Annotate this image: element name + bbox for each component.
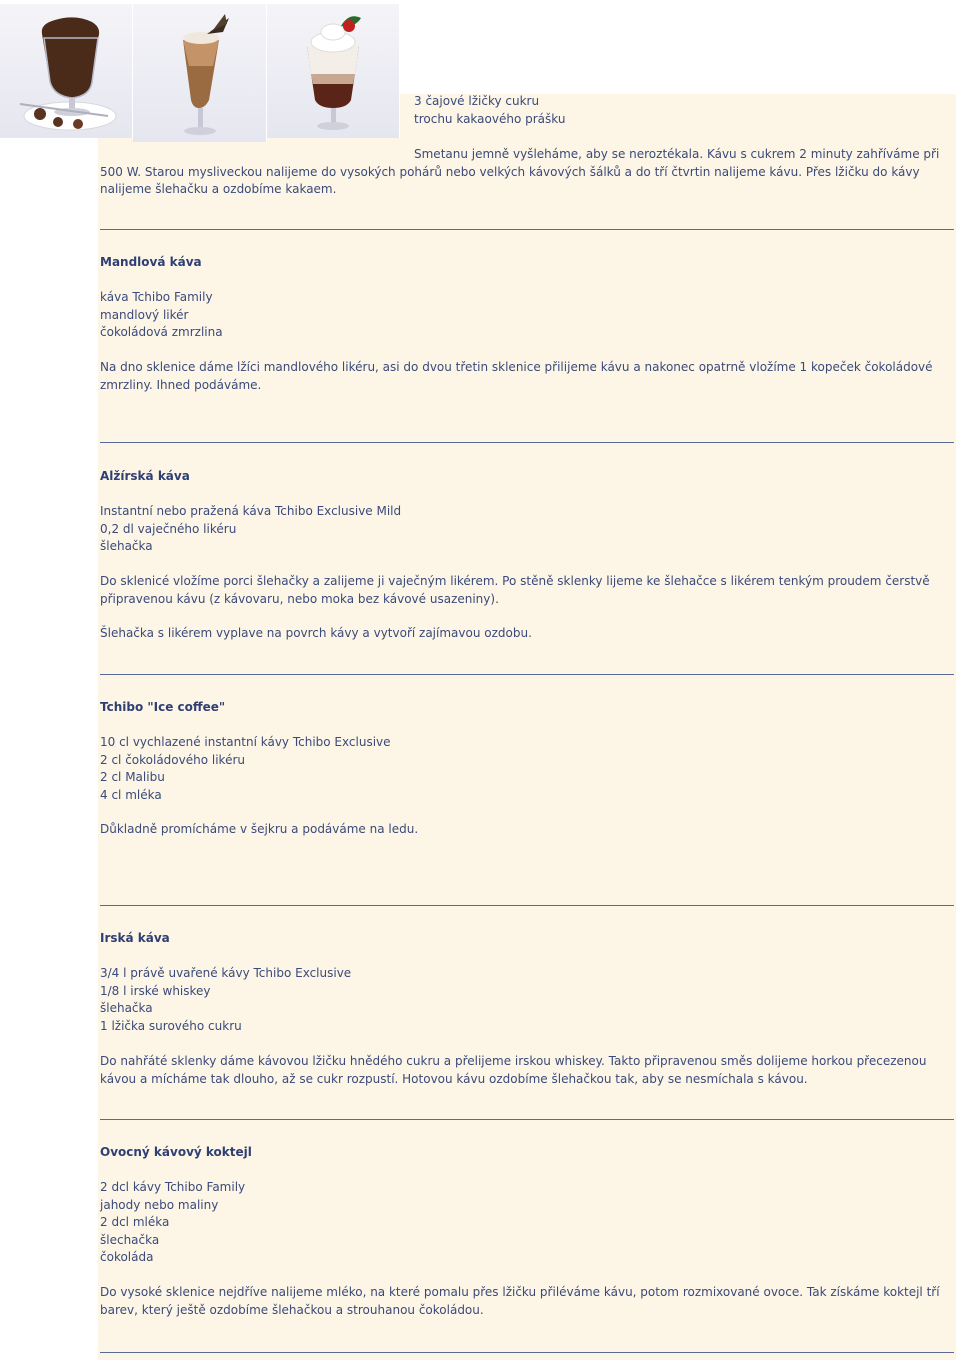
recipe-title: Ovocný kávový koktejl — [100, 1145, 252, 1159]
ingredient-item: čokoláda — [100, 1250, 154, 1264]
ingredient-item: 4 cl mléka — [100, 787, 162, 802]
recipe-instructions: Šlehačka s likérem vyplave na povrch kávy a vytvoří zajímavou ozdobu. — [100, 626, 532, 640]
ingredient-item: 3/4 l právě uvařené kávy Tchibo Exclusive — [100, 966, 352, 980]
ingredient-item: 2 dcl kávy Tchibo Family — [100, 1180, 246, 1194]
content-panel — [98, 94, 956, 1360]
section-divider — [100, 442, 954, 443]
recipe-instructions: Důkladně promícháme v šejkru a podáváme na ledu. — [100, 822, 419, 836]
recipe-title: Irská káva — [100, 931, 170, 945]
ingredient-item: 1 lžička surového cukru — [100, 1018, 242, 1033]
recipe-title: Alžírská káva — [100, 469, 190, 483]
recipe-instructions: Do sklenicé vložíme porci šlehačky a zalijeme ji vaječným likérem. Po stěně sklenky lijeme ke šlehačce s likérem tenkým proudem čerstvě připravenou kávu (z kávovaru, nebo moka bez kávové usazeniny). — [100, 574, 930, 606]
section-divider — [100, 905, 954, 906]
ingredient-item: mandlový likér — [100, 307, 189, 322]
ingredient-item: 2 cl Malibu — [100, 770, 165, 784]
recipe-instructions: Do nahřáté sklenky dáme kávovou lžičku hnědého cukru a přelijeme irskou whiskey. Takto připravenou směs dolijeme horkou přecezenou kávou a mícháme tak dlouho, až se cukr rozpustí. Hotovou kávu ozdobíme šlehačkou tak, aby se nesmíchala s kávou. — [100, 1054, 927, 1086]
recipe-title: Mandlová káva — [100, 255, 202, 269]
ingredient-item: 2 dcl mléka — [100, 1215, 170, 1229]
header-instructions: Smetanu jemně vyšleháme, aby se neroztékala. Kávu s cukrem 2 minuty zahříváme při 500 W. Starou mysliveckou nalijeme do vysokých pohárů nebo velkých kávových šálků a do tří čtvrtin nalijeme kávu. Přes lžičku do kávy nalijeme šlehačku a ozdobíme kakaem. — [100, 147, 940, 196]
ingredient-item: 1/8 l irské whiskey — [100, 983, 211, 998]
ingredient-item: šlehačka — [100, 539, 153, 553]
recipe-instructions: Na dno sklenice dáme lžíci mandlového likéru, asi do dvou třetin sklenice přilijeme kávu a nakonec opatrně vložíme 1 kopeček čokoládové zmrzliny. Ihned podáváme. — [100, 360, 933, 392]
ingredient-item: Instantní nebo pražená káva Tchibo Exclusive Mild — [100, 504, 402, 518]
section-divider — [100, 1352, 954, 1353]
ingredient-item: jahody nebo maliny — [100, 1197, 219, 1212]
ingredient-item: 10 cl vychlazené instantní kávy Tchibo Exclusive — [100, 735, 391, 749]
recipe-instructions: Do vysoké sklenice nejdříve nalijeme mléko, na které pomalu přes lžičku přiléváme kávu, potom rozmixované ovoce. Tak získáme koktejl tří barev, který ještě ozdobíme šlehačkou a strouhanou čokoládou. — [100, 1285, 940, 1317]
section-divider — [100, 674, 954, 675]
layered-dessert-glass-photo-icon — [267, 4, 400, 138]
header-ingredient: 3 čajové lžičky cukru — [414, 94, 540, 108]
ingredient-item: šlehačka — [100, 1001, 153, 1015]
ingredient-item: šlechačka — [100, 1232, 160, 1247]
header-ingredient: trochu kakaového prášku — [414, 111, 566, 126]
ingredient-item: káva Tchibo Family — [100, 290, 213, 304]
recipe-title: Tchibo "Ice coffee" — [100, 700, 226, 714]
ingredient-item: čokoládová zmrzlina — [100, 325, 223, 339]
tall-coffee-glass-photo-icon — [133, 4, 267, 142]
ingredient-item: 2 cl čokoládového likéru — [100, 752, 246, 767]
section-divider — [100, 1119, 954, 1120]
dessert-glass-photo-icon — [0, 4, 133, 138]
section-divider — [100, 229, 954, 230]
ingredient-item: 0,2 dl vaječného likéru — [100, 521, 237, 536]
